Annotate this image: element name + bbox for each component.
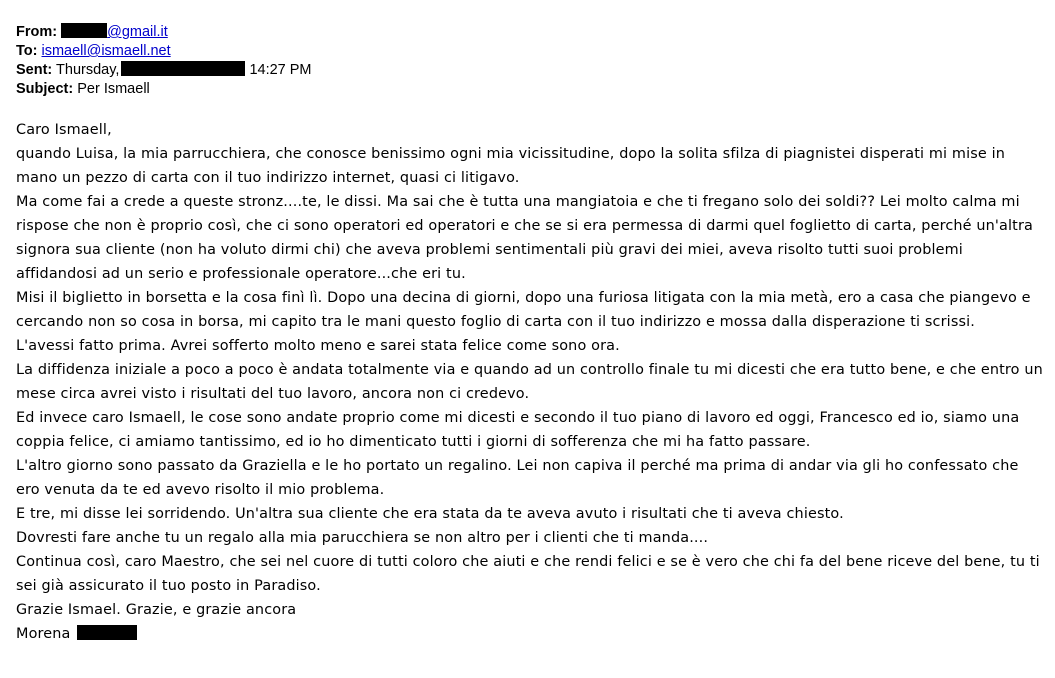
letter-paragraph: La diffidenza iniziale a poco a poco è andata totalmente via e quando ad un controllo finale tu mi dicesti che era tutto bene, e che entro un mese circa avrei visto i risultati del tuo lavoro, ancora non ci credevo. [16,362,1043,402]
from-row [16,23,312,42]
subject-label: Subject: [16,81,74,97]
subject-row [16,80,312,99]
letter-paragraph: Continua così, caro Maestro, che sei nel cuore di tutti coloro che aiuti e che rendi felici e se è vero che chi fa del bene riceve del bene, tu ti sei già assicurato il tuo posto in Paradiso. [16,554,1040,594]
sent-time: 14:27 PM [249,62,312,78]
letter-paragraph: quando Luisa, la mia parrucchiera, che conosce benissimo ogni mia vicissitudine, dopo la solita sfilza di piagnistei disperati mi mise in mano un pezzo di carta con il tuo indirizzo internet, quasi ci litigavo. [16,146,1006,186]
redacted-sender-name [61,23,107,38]
signature-name: Morena [16,626,71,642]
letter-paragraph: Dovresti fare anche tu un regalo alla mia parucchiera se non altro per i clienti che ti manda.... [16,530,709,546]
letter-paragraph: L'avessi fatto prima. Avrei sofferto molto meno e sarei stata felice come sono ora. [16,338,620,354]
to-row [16,42,312,61]
subject-value: Per Ismaell [77,81,150,97]
from-label: From: [16,24,58,40]
letter-paragraph: Ed invece caro Ismaell, le cose sono andate proprio come mi dicesti e secondo il tuo piano di lavoro ed oggi, Francesco ed io, siamo una coppia felice, ci amiamo tantissimo, ed io ho dimenticato tutti i giorni di sofferenza che mi ha fatto passare. [16,410,1020,450]
email-header [16,23,312,99]
redacted-sent-date [121,61,245,76]
letter-greeting: Caro Ismaell, [16,122,112,138]
letter-body [16,118,1046,646]
letter-paragraph: Ma come fai a crede a queste stronz....te, le dissi. Ma sai che è tutta una mangiatoia e che ti fregano solo dei soldi?? Lei molto calma mi rispose che non è proprio così, che ci sono operatori ed operatori e che se si era permessa di darmi quel foglietto di carta, perché un'altra signora sua cliente (non ha voluto dirmi chi) che aveva problemi sentimentali più gravi dei miei, aveva risolto tutti suoi problemi affidandosi ad un serio e professionale operatore...che eri tu. [16,194,1033,282]
letter-paragraph: L'altro giorno sono passato da Graziella e le ho portato un regalino. Lei non capiva il perché ma prima di andar via gli ho confessato che ero venuta da te ed avevo risolto il mio problema. [16,458,1019,498]
redacted-surname [77,625,137,640]
from-address-link[interactable]: @gmail.it [107,24,168,40]
sent-label: Sent: [16,62,53,78]
to-address-link[interactable]: ismaell@ismaell.net [41,43,171,59]
sent-row [16,61,312,80]
letter-paragraph: E tre, mi disse lei sorridendo. Un'altra sua cliente che era stata da te aveva avuto i risultati che ti aveva chiesto. [16,506,844,522]
letter-closing: Grazie Ismael. Grazie, e grazie ancora [16,602,297,618]
letter-paragraph: Misi il biglietto in borsetta e la cosa finì lì. Dopo una decina di giorni, dopo una furiosa litigata con la mia metà, ero a casa che piangevo e cercando non so cosa in borsa, mi capito tra le mani questo foglio di carta con il tuo indirizzo e mossa dalla disperazione ti scrissi. [16,290,1031,330]
letter-signature-row [16,622,1046,646]
to-label: To: [16,43,38,59]
sent-day: Thursday, [56,62,120,78]
